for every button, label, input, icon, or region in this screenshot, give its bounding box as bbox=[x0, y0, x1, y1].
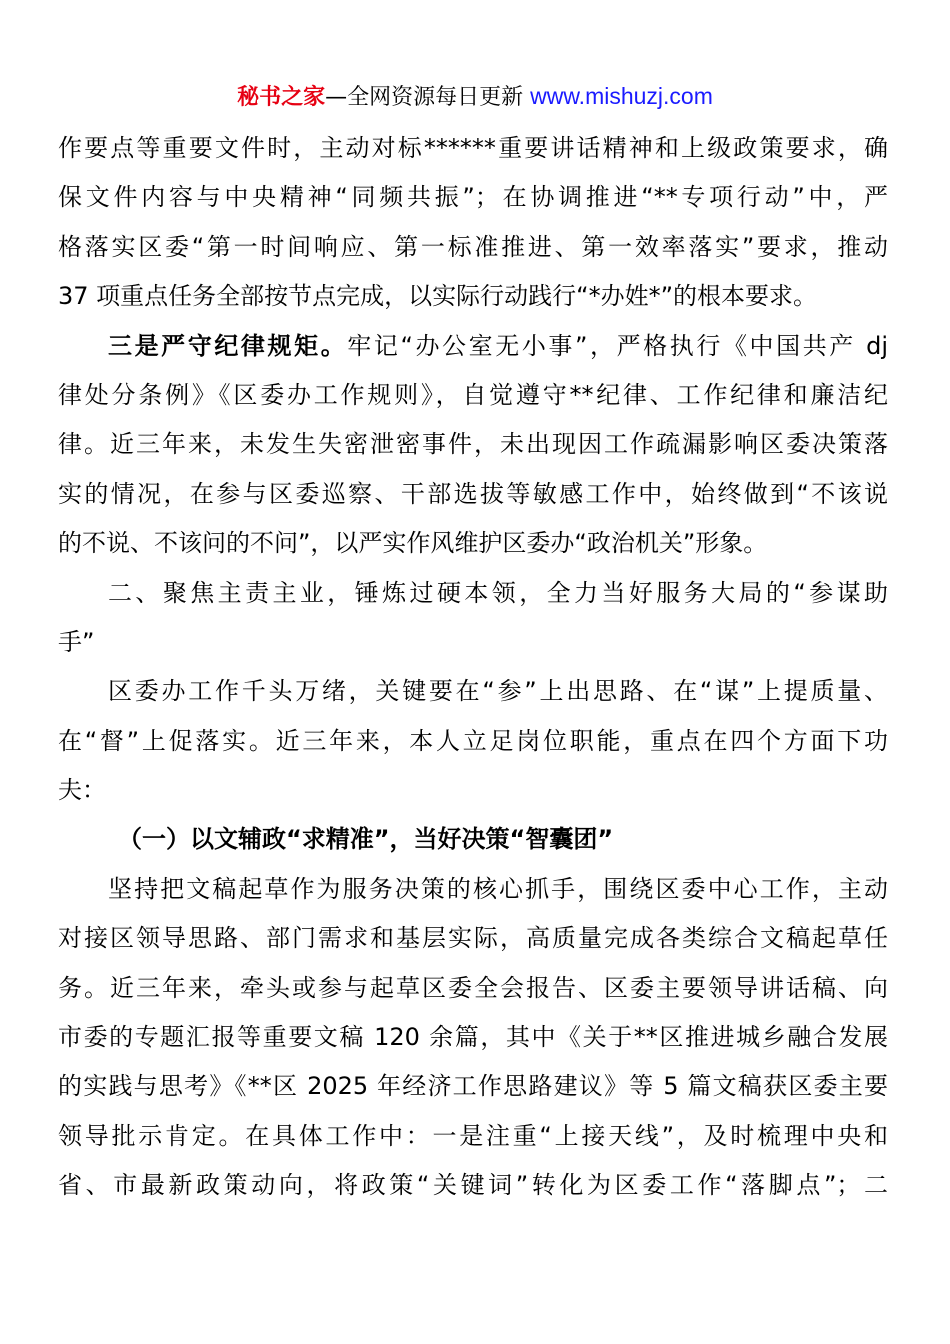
text-line: 律。近三年来，未发生失密泄密事件，未出现因工作疏漏影响区委决策落 bbox=[58, 430, 888, 459]
site-url-link[interactable]: www.mishuzj.com bbox=[530, 83, 713, 109]
page-header bbox=[0, 80, 950, 114]
section-heading-2-cont: 手” bbox=[58, 627, 95, 656]
document-body bbox=[58, 124, 888, 1211]
paragraph-lead-rest: 牢记“办公室无小事”，严格执行《中国共产 dj bbox=[347, 331, 888, 360]
text-line: 的不说、不该问的不问”，以严实作风维护区委办“政治机关”形象。 bbox=[58, 529, 768, 558]
subsection-heading-1: （一）以文辅政“求精准”，当好决策“智囊团” bbox=[118, 825, 614, 854]
text-line: 保文件内容与中央精神“同频共振”；在协调推进“**专项行动”中，严 bbox=[58, 183, 888, 212]
text-line: 夫： bbox=[58, 776, 106, 805]
text-line: 领导批示肯定。在具体工作中：一是注重“上接天线”，及时梳理中央和 bbox=[58, 1121, 888, 1150]
text-line: 务。近三年来，牵头或参与起草区委全会报告、区委主要领导讲话稿、向 bbox=[58, 973, 888, 1002]
section-heading-2: 二、聚焦主责主业，锤炼过硬本领，全力当好服务大局的“参谋助 bbox=[108, 578, 888, 607]
text-line: 格落实区委“第一时间响应、第一标准推进、第一效率落实”要求，推动 bbox=[58, 232, 888, 261]
text-line: 的实践与思考》《**区 2025 年经济工作思路建议》等 5 篇文稿获区委主要 bbox=[58, 1072, 888, 1101]
text-line: 作要点等重要文件时，主动对标******重要讲话精神和上级政策要求，确 bbox=[58, 134, 888, 162]
text-line: 省、市最新政策动向，将政策“关键词”转化为区委工作“落脚点”；二 bbox=[58, 1171, 888, 1200]
text-line: 37 项重点任务全部按节点完成，以实际行动践行“*办姓*”的根本要求。 bbox=[58, 282, 818, 311]
text-line: 实的情况，在参与区委巡察、干部选拔等敏感工作中，始终做到“不该说 bbox=[58, 479, 888, 508]
text-line: 坚持把文稿起草作为服务决策的核心抓手，围绕区委中心工作，主动 bbox=[108, 874, 888, 903]
site-brand: 秘书之家 bbox=[237, 85, 326, 110]
text-line: 市委的专题汇报等重要文稿 120 余篇，其中《关于**区推进城乡融合发展 bbox=[58, 1023, 888, 1052]
paragraph-discipline-first-line bbox=[58, 322, 888, 371]
site-tagline: —全网资源每日更新 bbox=[325, 85, 524, 110]
paragraph-lead-bold: 三是严守纪律规矩。 bbox=[108, 331, 348, 360]
text-line: 律处分条例》《区委办工作规则》，自觉遵守**纪律、工作纪律和廉洁纪 bbox=[58, 380, 888, 409]
text-line: 对接区领导思路、部门需求和基层实际，高质量完成各类综合文稿起草任 bbox=[58, 924, 888, 953]
text-line: 区委办工作千头万绪，关键要在“参”上出思路、在“谋”上提质量、 bbox=[108, 677, 888, 706]
text-line: 在“督”上促落实。近三年来，本人立足岗位职能，重点在四个方面下功 bbox=[58, 726, 888, 755]
